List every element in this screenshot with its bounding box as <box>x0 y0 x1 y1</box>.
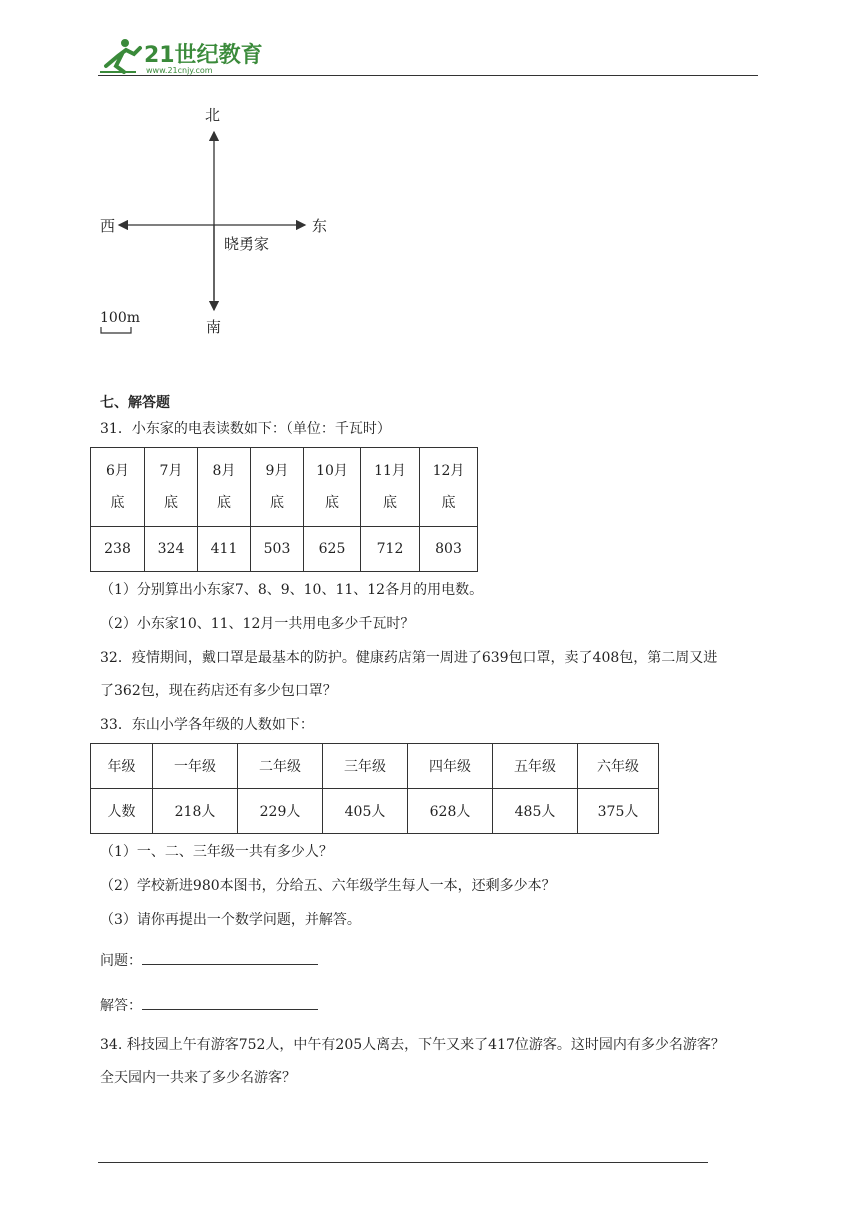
section-title: 七、解答题 <box>100 395 170 411</box>
table-row <box>91 448 478 527</box>
q34-line1: 34. 科技园上午有游客752人，中午有205人离去，下午又来了417位游客。这时园内有多少名游客？ <box>100 1037 725 1053</box>
table-cell: 803 <box>420 527 478 572</box>
table-cell: 六年级 <box>578 744 659 789</box>
table-cell: 218人 <box>153 789 238 834</box>
table-cell: 三年级 <box>323 744 408 789</box>
table-cell: 四年级 <box>408 744 493 789</box>
table-cell: 人数 <box>91 789 153 834</box>
table-cell: 8月 底 <box>198 448 251 527</box>
table-cell: 324 <box>145 527 198 572</box>
answer-label: 解答： <box>100 998 142 1014</box>
table-cell: 503 <box>251 527 304 572</box>
q32-line2: 了362包，现在药店还有多少包口罩？ <box>100 683 337 699</box>
table-cell: 11月 底 <box>361 448 420 527</box>
table-row <box>91 789 659 834</box>
table-cell: 229人 <box>238 789 323 834</box>
table-cell: 375人 <box>578 789 659 834</box>
question-label: 问题： <box>100 953 142 969</box>
table-row <box>91 744 659 789</box>
table-cell: 411 <box>198 527 251 572</box>
header-divider <box>98 75 758 76</box>
table-cell: 10月 底 <box>304 448 361 527</box>
q31-text: 31．小东家的电表读数如下：（单位：千瓦时） <box>100 421 391 437</box>
q31-table <box>90 447 478 572</box>
q32-line1: 32．疫情期间，戴口罩是最基本的防护。健康药店第一周进了639包口罩，卖了408包，第二周又进 <box>100 650 718 666</box>
table-cell: 625 <box>304 527 361 572</box>
table-cell: 9月 底 <box>251 448 304 527</box>
table-cell: 7月 底 <box>145 448 198 527</box>
q31-sub1: （1）分别算出小东家7、8、9、10、11、12各月的用电数。 <box>100 582 484 598</box>
logo-text: 21世纪教育 <box>144 43 263 68</box>
answer-blank[interactable] <box>142 995 318 1010</box>
q33-sub3: （3）请你再提出一个数学问题，并解答。 <box>100 912 361 928</box>
q33-text: 33．东山小学各年级的人数如下： <box>100 717 314 733</box>
table-cell: 405人 <box>323 789 408 834</box>
label-north: 北 <box>205 106 221 124</box>
question-line <box>100 950 318 971</box>
label-west: 西 <box>100 217 116 235</box>
label-home: 晓勇家 <box>224 235 270 253</box>
table-cell: 五年级 <box>493 744 578 789</box>
q33-sub1: （1）一、二、三年级一共有多少人？ <box>100 844 333 860</box>
table-cell: 485人 <box>493 789 578 834</box>
compass-diagram <box>95 100 335 340</box>
table-cell: 一年级 <box>153 744 238 789</box>
q33-table <box>90 743 659 834</box>
table-cell: 628人 <box>408 789 493 834</box>
q31-sub2: （2）小东家10、11、12月一共用电多少千瓦时？ <box>100 616 415 632</box>
table-cell: 12月 底 <box>420 448 478 527</box>
table-cell: 年级 <box>91 744 153 789</box>
q33-sub2: （2）学校新进980本图书，分给五、六年级学生每人一本，还剩多少本？ <box>100 878 556 894</box>
table-cell: 二年级 <box>238 744 323 789</box>
table-row <box>91 527 478 572</box>
label-south: 南 <box>206 318 222 336</box>
logo-url: www.21cnjy.com <box>146 66 213 75</box>
table-cell: 712 <box>361 527 420 572</box>
logo <box>96 36 266 76</box>
label-east: 东 <box>312 217 328 235</box>
q34-line2: 全天园内一共来了多少名游客？ <box>100 1070 296 1086</box>
table-cell: 238 <box>91 527 145 572</box>
runner-icon <box>100 39 140 72</box>
table-cell: 6月 底 <box>91 448 145 527</box>
footer-divider <box>98 1162 708 1163</box>
question-blank[interactable] <box>142 950 318 965</box>
answer-line <box>100 995 318 1016</box>
scale-label: 100m <box>100 310 140 326</box>
